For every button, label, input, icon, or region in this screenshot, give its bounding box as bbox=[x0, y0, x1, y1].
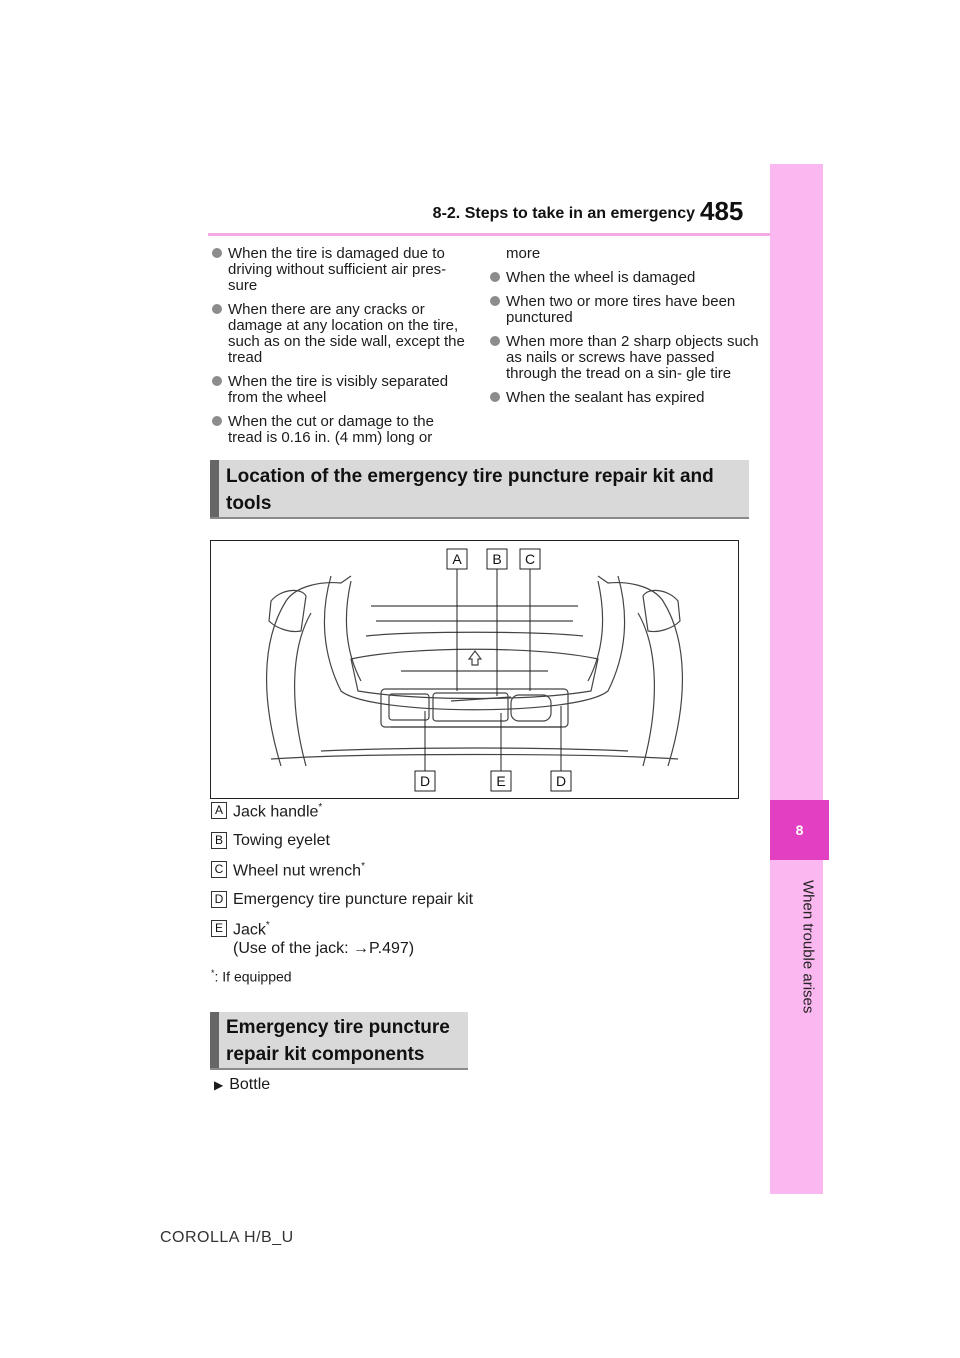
legend-key: C bbox=[211, 861, 227, 878]
list-item: When the tire is visibly separated from the wheel bbox=[212, 374, 472, 406]
condition-list-left bbox=[212, 246, 472, 454]
legend-key: D bbox=[211, 891, 227, 908]
heading-accent bbox=[210, 1012, 219, 1068]
bullet-icon bbox=[212, 304, 222, 314]
footnote-mark: * bbox=[361, 861, 365, 872]
callout-label-d: D bbox=[555, 773, 567, 789]
legend-text: Jack handle bbox=[233, 803, 319, 821]
legend-text: Jack bbox=[233, 921, 266, 939]
condition-list-right bbox=[490, 246, 760, 414]
component-item bbox=[214, 1076, 270, 1094]
callout-label-b: B bbox=[492, 551, 502, 567]
heading-location bbox=[210, 460, 749, 519]
legend-text: Wheel nut wrench bbox=[233, 862, 362, 880]
footnote-mark: * bbox=[318, 802, 323, 813]
footnote bbox=[211, 968, 292, 985]
list-item: When there are any cracks or damage at any location on the tire, such as on the side wall, except the tread bbox=[212, 302, 472, 366]
legend-key: A bbox=[211, 802, 227, 819]
callout-label-c: C bbox=[524, 551, 536, 567]
legend-text: Towing eyelet bbox=[233, 832, 330, 849]
section-header: 8-2. Steps to take in an emergency bbox=[432, 205, 695, 222]
page-number: 485 bbox=[700, 196, 744, 226]
bullet-icon bbox=[212, 416, 222, 426]
callout-label-a: A bbox=[452, 551, 462, 567]
trunk-drawing bbox=[211, 541, 738, 798]
list-item: When the wheel is damaged bbox=[490, 270, 760, 286]
bullet-icon bbox=[490, 392, 500, 402]
chapter-number-box[interactable]: 8 bbox=[770, 800, 829, 860]
list-item: When the cut or damage to the tread is 0.16 in. (4 mm) long or bbox=[212, 414, 472, 446]
chapter-title-text: When trouble arises bbox=[799, 880, 817, 1014]
component-label: Bottle bbox=[229, 1076, 271, 1093]
heading-location-text: Location of the emergency tire puncture repair kit and tools bbox=[226, 466, 714, 514]
footnote-mark: * bbox=[265, 920, 270, 931]
list-item: When more than 2 sharp objects such as nails or screws have passed through the tread on a sin- gle tire bbox=[490, 334, 760, 382]
footnote-mark: * bbox=[211, 968, 215, 978]
legend-text: Emergency tire puncture repair kit bbox=[233, 891, 474, 908]
callout-label-d: D bbox=[419, 773, 431, 789]
heading-components bbox=[210, 1012, 468, 1070]
bullet-icon bbox=[490, 336, 500, 346]
page-reference-link[interactable]: (Use of the jack: →P.497) bbox=[233, 940, 415, 957]
legend-key: B bbox=[211, 832, 227, 849]
footer-model: COROLLA H/B_U bbox=[160, 1229, 294, 1246]
header-rule bbox=[208, 233, 770, 236]
list-item: When the tire is damaged due to driving without sufficient air pres- sure bbox=[212, 246, 472, 294]
trunk-illustration bbox=[210, 540, 739, 799]
callout-label-e: E bbox=[496, 773, 506, 789]
legend-key: E bbox=[211, 920, 227, 937]
heading-components-text: Emergency tire puncture repair kit components bbox=[226, 1017, 450, 1065]
bullet-icon bbox=[212, 248, 222, 258]
bullet-icon bbox=[490, 296, 500, 306]
heading-accent bbox=[210, 460, 219, 517]
footnote-text: : If equipped bbox=[214, 968, 292, 985]
list-item: When the sealant has expired bbox=[490, 390, 760, 406]
chapter-title bbox=[798, 880, 818, 1090]
bullet-icon bbox=[212, 376, 222, 386]
list-item: When two or more tires have been punctured bbox=[490, 294, 760, 326]
list-item-continuation: more bbox=[506, 245, 541, 262]
triangle-bullet-icon: ▶ bbox=[214, 1078, 224, 1092]
bullet-icon bbox=[490, 272, 500, 282]
